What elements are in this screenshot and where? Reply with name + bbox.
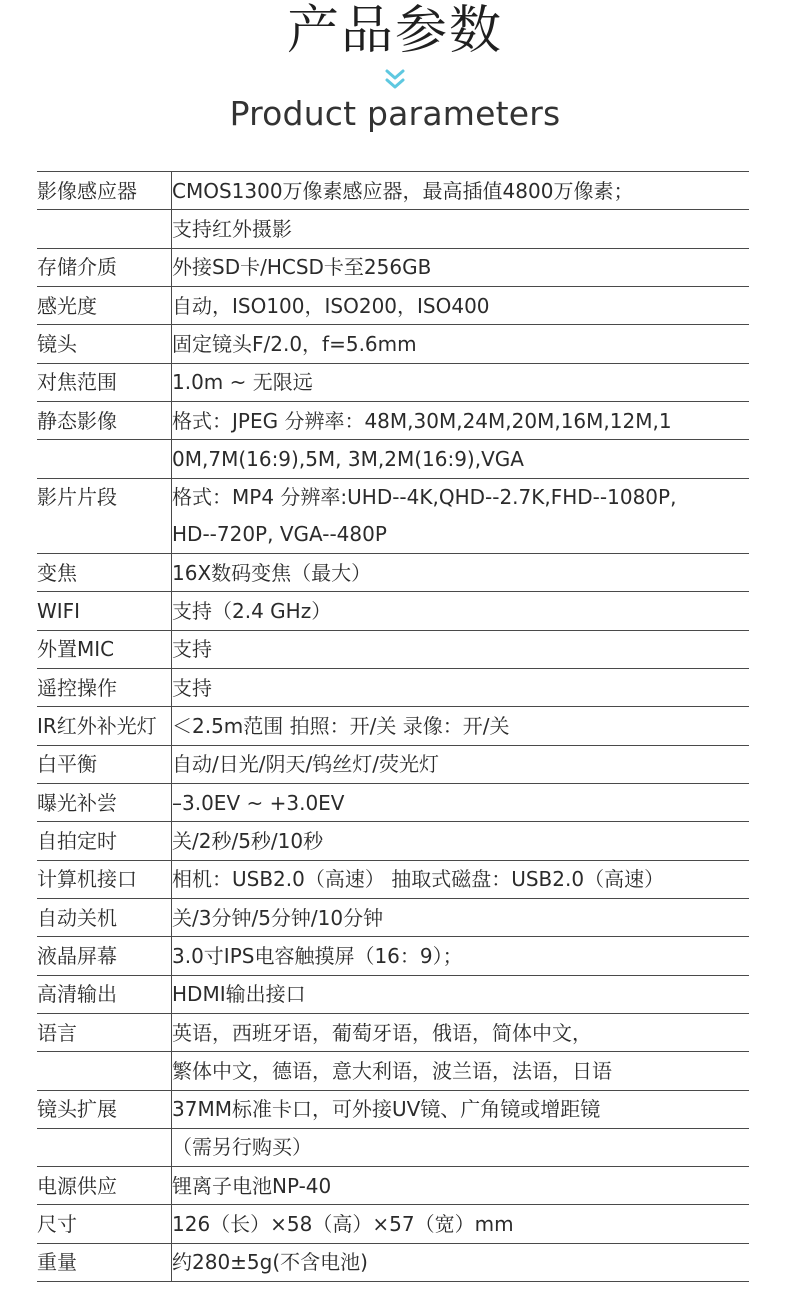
parameter-label: 存储介质 [37, 248, 172, 286]
parameter-value: 1.0m ~ 无限远 [172, 363, 750, 401]
parameter-value: 英语，西班牙语，葡萄牙语，俄语，简体中文， [172, 1013, 750, 1051]
parameter-label [37, 210, 172, 248]
table-row [37, 1013, 749, 1051]
parameter-label: 遥控操作 [37, 669, 172, 707]
parameter-value: 自动，ISO100，ISO200，ISO400 [172, 286, 750, 324]
table-row [37, 784, 749, 822]
parameter-value: 37MM标准卡口，可外接UV镜、广角镜或增距镜 [172, 1090, 750, 1128]
parameter-label: 影片片段 [37, 478, 172, 516]
parameter-value: 支持 [172, 669, 750, 707]
table-row [37, 1052, 749, 1090]
parameter-label [37, 1128, 172, 1166]
parameter-value: 3.0寸IPS电容触摸屏（16：9）； [172, 937, 750, 975]
parameter-value: 关/3分钟/5分钟/10分钟 [172, 898, 750, 936]
table-row [37, 1128, 749, 1166]
table-row [37, 898, 749, 936]
parameter-label: 白平衡 [37, 745, 172, 783]
table-row [37, 592, 749, 630]
table-row [37, 363, 749, 401]
parameter-value: 支持红外摄影 [172, 210, 750, 248]
parameter-label: 外置MIC [37, 630, 172, 668]
page-subtitle: Product parameters [229, 94, 561, 133]
table-row [37, 745, 749, 783]
parameter-label: 高清输出 [37, 975, 172, 1013]
page-title: 产品参数 [286, 1, 503, 61]
table-row [37, 630, 749, 668]
parameter-label: 自拍定时 [37, 822, 172, 860]
parameter-label: 语言 [37, 1013, 172, 1051]
parameter-value: 约280±5g(不含电池) [172, 1243, 750, 1281]
table-row [37, 478, 749, 516]
parameter-label: 电源供应 [37, 1167, 172, 1205]
parameter-value: 支持 [172, 630, 750, 668]
parameter-value: 16X数码变焦（最大） [172, 554, 750, 592]
parameter-value: 相机：USB2.0（高速） 抽取式磁盘：USB2.0（高速） [172, 860, 750, 898]
parameter-label: 尺寸 [37, 1205, 172, 1243]
parameter-value: 格式：JPEG 分辨率：48M,30M,24M,20M,16M,12M,1 [172, 401, 750, 439]
parameter-label: 对焦范围 [37, 363, 172, 401]
parameter-value: 格式：MP4 分辨率:UHD--4K,QHD--2.7K,FHD--1080P, [172, 478, 750, 516]
parameter-label: 感光度 [37, 286, 172, 324]
table-row [37, 1243, 749, 1281]
parameter-value: 支持（2.4 GHz） [172, 592, 750, 630]
table-row [37, 248, 749, 286]
parameter-value: ＜2.5m范围 拍照：开/关 录像：开/关 [172, 707, 750, 745]
table-row [37, 707, 749, 745]
parameter-value: 126（长）×58（高）×57（宽）mm [172, 1205, 750, 1243]
table-row [37, 975, 749, 1013]
parameter-value: 0M,7M(16:9),5M, 3M,2M(16:9),VGA [172, 440, 750, 478]
parameter-label [37, 440, 172, 478]
table-row [37, 937, 749, 975]
parameter-value: –3.0EV ~ +3.0EV [172, 784, 750, 822]
parameter-value: 关/2秒/5秒/10秒 [172, 822, 750, 860]
table-row [37, 554, 749, 592]
table-row [37, 401, 749, 439]
table-row [37, 669, 749, 707]
parameter-label: 镜头 [37, 325, 172, 363]
parameter-label: 静态影像 [37, 401, 172, 439]
parameters-table [37, 171, 749, 1282]
parameter-label: 曝光补尝 [37, 784, 172, 822]
double-chevron-down-icon [383, 68, 407, 92]
parameter-label: 液晶屏幕 [37, 937, 172, 975]
table-row [37, 172, 749, 210]
table-row [37, 286, 749, 324]
parameter-label: 变焦 [37, 554, 172, 592]
parameter-value: HD--720P, VGA--480P [172, 516, 750, 554]
parameter-label [37, 516, 172, 554]
parameter-label: 影像感应器 [37, 172, 172, 210]
parameter-value: HDMI输出接口 [172, 975, 750, 1013]
parameter-value: 固定镜头F/2.0，f=5.6mm [172, 325, 750, 363]
table-row [37, 1167, 749, 1205]
parameter-value: （需另行购买） [172, 1128, 750, 1166]
parameter-label: 镜头扩展 [37, 1090, 172, 1128]
table-row [37, 1090, 749, 1128]
parameter-label: IR红外补光灯 [37, 707, 172, 745]
parameter-label: 自动关机 [37, 898, 172, 936]
table-row [37, 325, 749, 363]
parameter-value: 外接SD卡/HCSD卡至256GB [172, 248, 750, 286]
table-row [37, 822, 749, 860]
parameter-value: 繁体中文，德语，意大利语，波兰语，法语，日语 [172, 1052, 750, 1090]
table-row [37, 210, 749, 248]
parameter-value: CMOS1300万像素感应器，最高插值4800万像素； [172, 172, 750, 210]
table-row [37, 440, 749, 478]
table-row [37, 516, 749, 554]
parameter-value: 锂离子电池NP-40 [172, 1167, 750, 1205]
parameter-label [37, 1052, 172, 1090]
parameter-value: 自动/日光/阴天/钨丝灯/荧光灯 [172, 745, 750, 783]
parameter-label: 计算机接口 [37, 860, 172, 898]
parameter-label: WIFI [37, 592, 172, 630]
table-row [37, 1205, 749, 1243]
parameter-label: 重量 [37, 1243, 172, 1281]
table-row [37, 860, 749, 898]
